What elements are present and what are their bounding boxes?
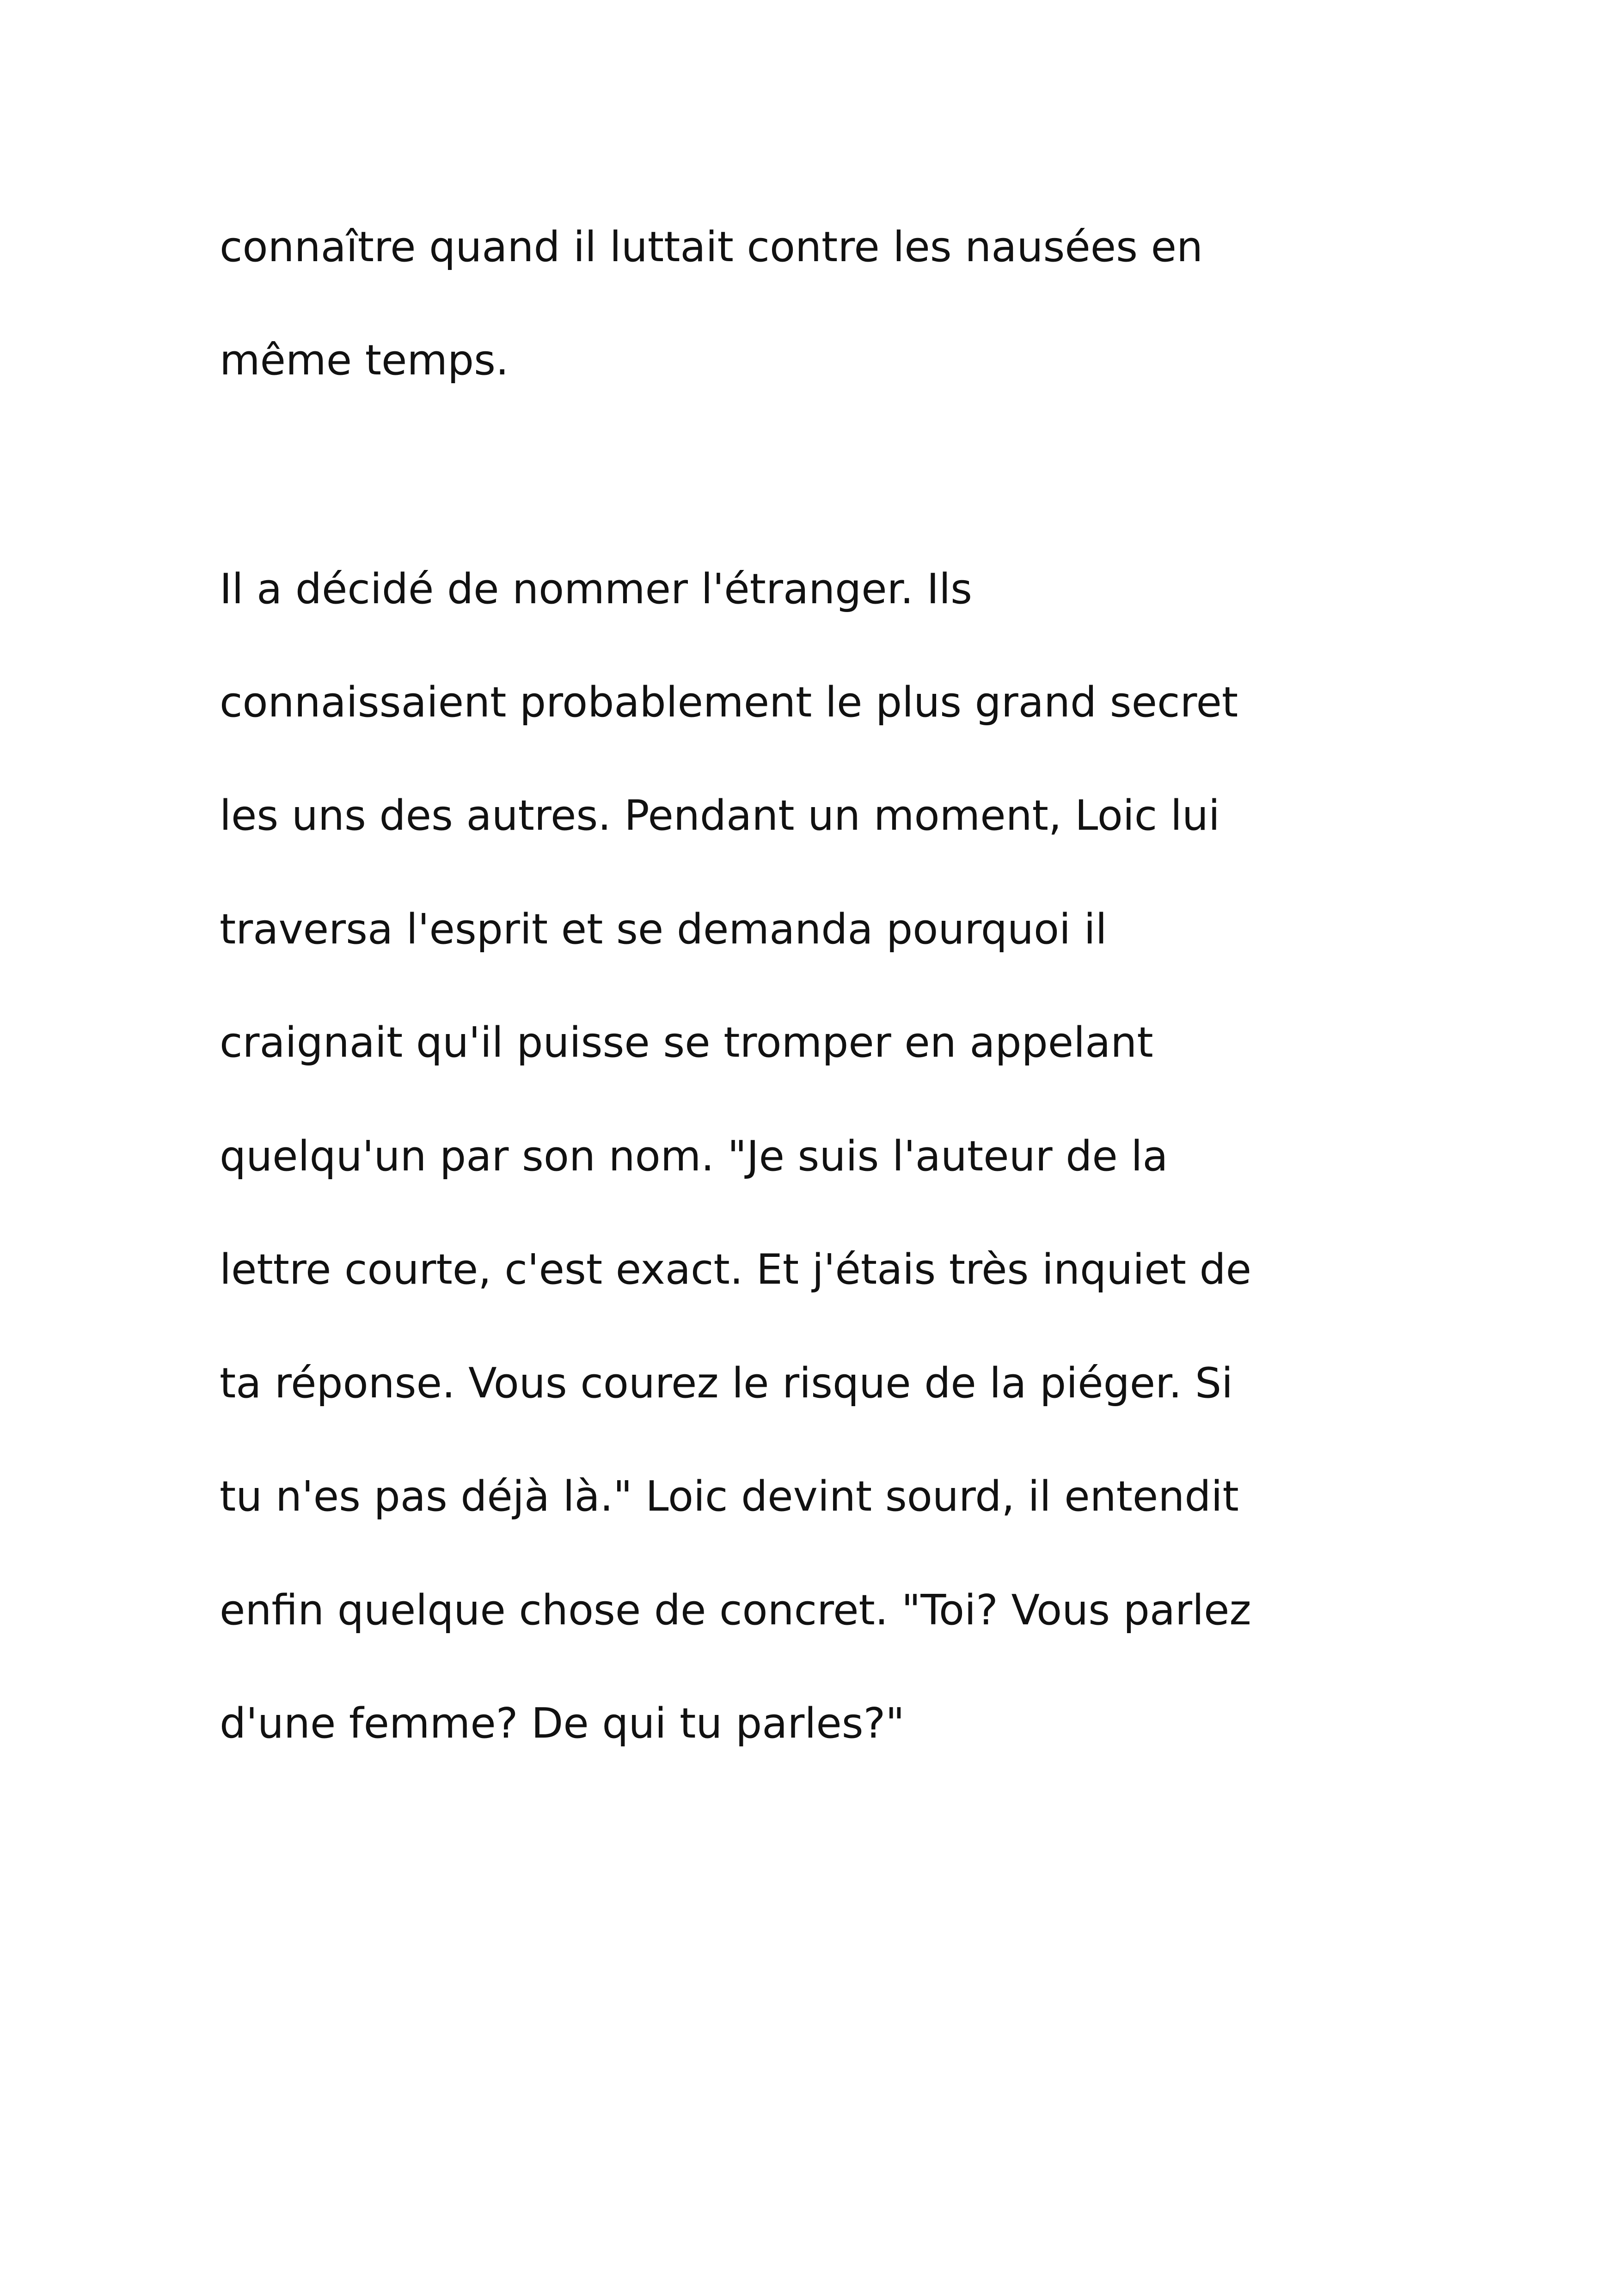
text-line: enfin quelque chose de concret. "Toi? Vous parlez	[220, 1586, 1251, 1635]
text-line: lettre courte, c'est exact. Et j'étais très inquiet de	[220, 1245, 1251, 1294]
text-line: traversa l'esprit et se demanda pourquoi il	[220, 905, 1107, 954]
text-line: même temps.	[220, 336, 509, 385]
text-line: craignait qu'il puisse se tromper en appelant	[220, 1018, 1153, 1067]
text-line: quelqu'un par son nom. "Je suis l'auteur de la	[220, 1132, 1168, 1181]
text-line: ta réponse. Vous courez le risque de la piéger. Si	[220, 1359, 1233, 1408]
text-line: connaissaient probablement le plus grand secret	[220, 678, 1238, 727]
text-line: connaître quand il luttait contre les nausées en	[220, 223, 1203, 271]
text-line: les uns des autres. Pendant un moment, Loic lui	[220, 791, 1220, 840]
text-line: tu n'es pas déjà là." Loic devint sourd, il entendit	[220, 1472, 1239, 1521]
text-line: d'une femme? De qui tu parles?"	[220, 1699, 905, 1748]
text-line: Il a décidé de nommer l'étranger. Ils	[220, 565, 973, 613]
